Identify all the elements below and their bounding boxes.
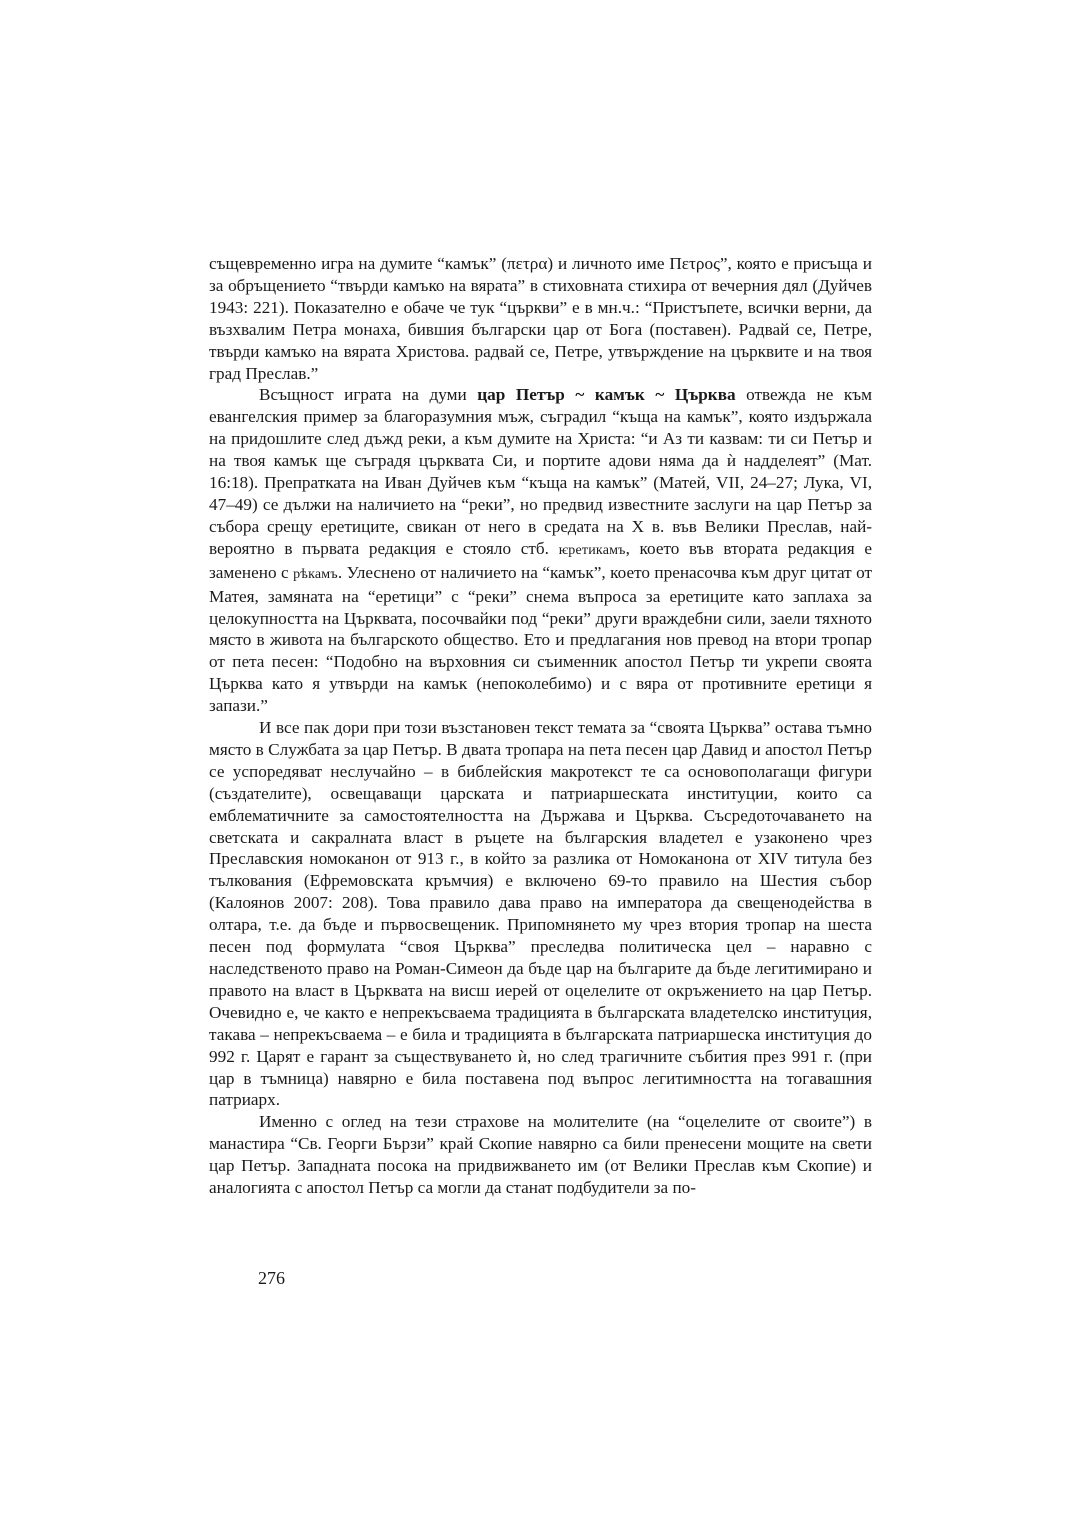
paragraph-2 xyxy=(209,384,872,717)
paragraph-1-text-c: ”, която е присъща и за обръщението “твърди камъко на вярата” в стиховната стихира от вечерния дял (Дуйчев 1943: 221). Показателно е обаче че тук “църкви” е в мн.ч.: “Пристъпете, всички верни, да възхвалим Петра монаха, бившия български цар от Бога (поставен). Радвай се, Петре, твърди камъко на вярата Христова. радвай се, Петре, утвърждение на църквите и на твоя град Преслав.” xyxy=(209,254,872,383)
greek-word-petros: Πετρος xyxy=(669,254,720,273)
bold-phrase: цар Петър ~ камък ~ Църква xyxy=(477,385,736,405)
paragraph-2-text-d: . Улеснено от наличието на “камък”, което пренасочва към друг цитат от Матея, замяната на “еретици” с “реки” снема въпроса за еретиците като заплаха за целокупността на Църквата, посочвайки под “реки” други враждебни сили, заели тяхното място в живота на българското общество. Ето и предлагания нов превод на втори тропар от пета песен: “Подобно на върховния си съименник апостол Петър ти укрепи своята Църква като я утвърди на камък (непоколебимо) и с вяра от противните еретици я запази.” xyxy=(209,562,872,716)
page-body xyxy=(209,253,872,1199)
paragraph-1 xyxy=(209,253,872,384)
old-bulgarian-word-rivers: рѣкамъ xyxy=(293,566,338,582)
paragraph-1-text-a: същевременно игра на думите “камък” ( xyxy=(209,254,507,273)
paragraph-3: И все пак дори при този възстановен текст темата за “своята Църква” остава тъмно място в Службата за цар Петър. В двата тропара на пета песен цар Давид и апостол Петър се успоредяват неслучайно – в библейския макротекст те са основополагащи фигури (създателите), освещаващи царската и патриаршеската институции, които са емблематичните за самостоятелността на Държава и Църква. Съсредоточаването на светската и сакралната власт в ръцете на българския владетел е узаконено чрез Преславския номоканон от 913 г., в който за разлика от Номоканона от XIV титула без тълкования (Ефремовската кръмчия) е включено 69-то правило на Шестия събор (Калоянов 2007: 208). Това правило дава право на императора да свещенодейства в олтара, т.е. да бъде и първосвещеник. Припомнянето му чрез втория тропар на шеста песен под формулата “своя Църква” преследва политическа цел – наравно с наследственото право на Роман-Симеон да бъде цар на българите да бъде легитимирано и правото на власт в Църквата на висш иерей от оцелелите от окръжението на цар Петър. Очевидно е, че както е непрекъсваема традицията в българската владетелско институция, такава – непрекъсваема – е била и традицията в българската патриаршеска институция до 992 г. Царят е гарант за съществуването ѝ, но след трагичните събития през 991 г. (при цар в тъмница) навярно е била поставена под въпрос легитимността на тогавашния патриарх. xyxy=(209,718,872,1110)
old-bulgarian-word-heretics: ѥретикамъ xyxy=(558,542,626,558)
greek-word-petra: πετρα xyxy=(507,254,548,273)
page-number: 276 xyxy=(258,1268,285,1288)
paragraph-2-text-b: отвежда не към евангелския пример за благоразумния мъж, съградил “къща на камък”, която издържала на придошлите след дъжд реки, а към думите на Христа: “и Аз ти казвам: ти си Петър и на твоя камък ще съградя църквата Си, и портите адови няма да ѝ надделеят” (Мат. 16:18). Препратката на Иван Дуйчев към “къща на камък” (Матей, VII, 24–27; Лука, VI, 47–49) се дължи на наличието на “реки”, но предвид известните заслуги на цар Петър за събора срещу еретиците, свикан от него в средата на Х в. във Велики Преслав, най-вероятно в първата редакция е стояло стб. xyxy=(209,385,872,558)
paragraph-2-text-c: , което във втората редакция е заменено с xyxy=(209,538,872,582)
paragraph-2-text-a: Всъщност играта на думи xyxy=(259,385,478,405)
paragraph-4: Именно с оглед на тези страхове на молителите (на “оцелелите от своите”) в манастира “Св. Георги Бързи” край Скопие навярно са били пренесени мощите на свети цар Петър. Западната посока на придвижването им (от Велики Преслав към Скопие) и аналогията с апостол Петър са могли да станат подбудители за по- xyxy=(209,1112,872,1198)
paragraph-1-text-b: ) и личното име xyxy=(547,254,670,273)
